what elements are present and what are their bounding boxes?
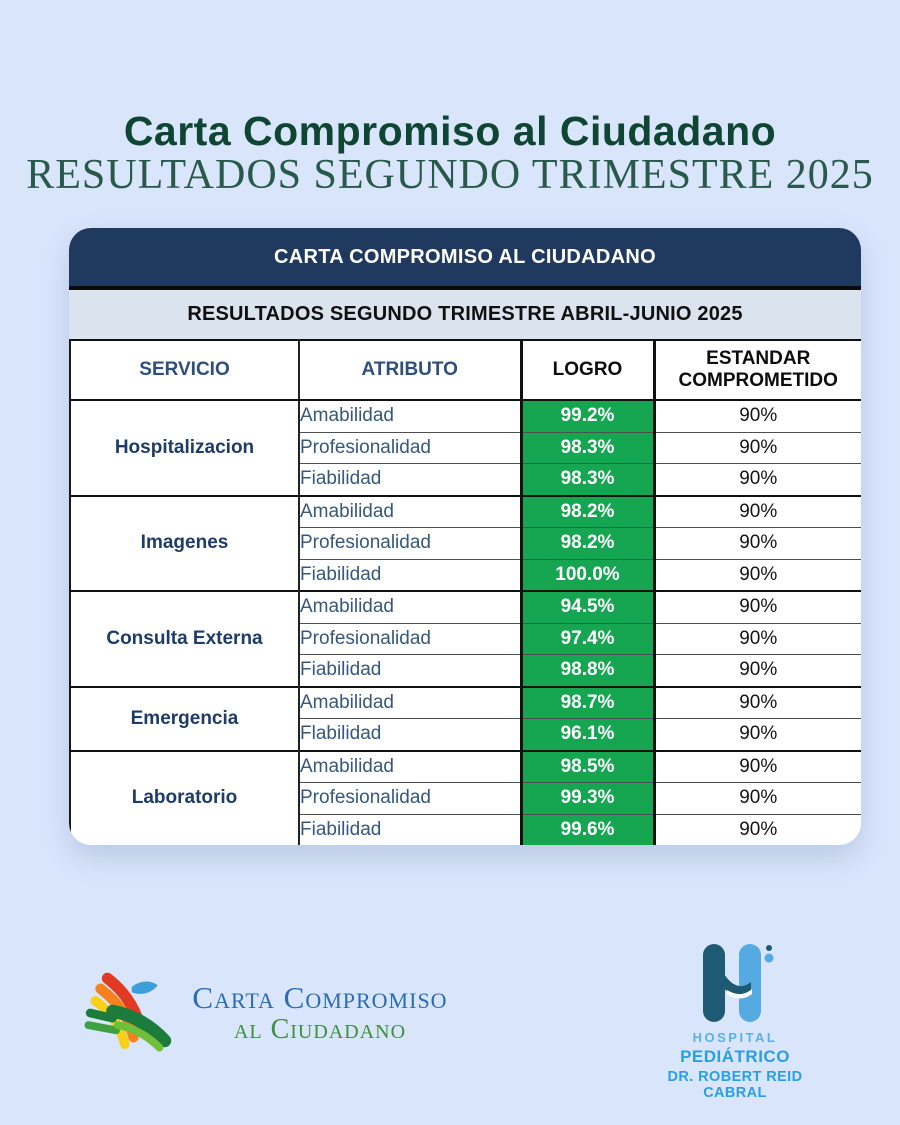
service-cell: Emergencia: [70, 687, 299, 751]
table-row: [70, 687, 861, 719]
table-row: [70, 496, 861, 528]
carta-logo-line1: Carta Compromiso: [192, 980, 448, 1016]
page-subtitle: RESULTADOS SEGUNDO TRIMESTRE 2025: [26, 152, 874, 198]
attribute-cell: Amabilidad: [299, 591, 521, 623]
attribute-cell: Profesionalidad: [299, 783, 521, 815]
logro-cell: 98.8%: [521, 655, 654, 687]
card-subheader: [69, 290, 861, 339]
logro-cell: 98.3%: [521, 464, 654, 496]
attribute-cell: Amabilidad: [299, 751, 521, 783]
attribute-cell: Amabilidad: [299, 496, 521, 528]
estandar-cell: 90%: [654, 783, 861, 815]
carta-logo-line2: al Ciudadano: [233, 1013, 407, 1045]
hospital-logo-line2: PEDIÁTRICO: [680, 1047, 790, 1066]
service-cell: Laboratorio: [70, 751, 299, 846]
logro-cell: 98.2%: [521, 528, 654, 560]
attribute-cell: Fiabilidad: [299, 464, 521, 496]
carta-logo-text: [182, 982, 458, 1044]
attribute-cell: Profesionalidad: [299, 528, 521, 560]
estandar-cell: 90%: [654, 464, 861, 496]
column-header-logro: LOGRO: [521, 340, 654, 400]
hospital-h-icon: [689, 942, 781, 1024]
hospital-logo: [640, 942, 830, 1101]
estandar-cell: 90%: [654, 496, 861, 528]
estandar-cell: 90%: [654, 751, 861, 783]
logro-cell: 100.0%: [521, 559, 654, 591]
logro-cell: 98.2%: [521, 496, 654, 528]
logro-cell: 94.5%: [521, 591, 654, 623]
service-cell: Imagenes: [70, 496, 299, 592]
attribute-cell: Flabilidad: [299, 719, 521, 751]
card-header-text: CARTA COMPROMISO AL CIUDADANO: [273, 245, 657, 268]
logro-cell: 96.1%: [521, 719, 654, 751]
estandar-cell: 90%: [654, 719, 861, 751]
logro-cell: 97.4%: [521, 623, 654, 655]
hospital-logo-line3: DR. ROBERT REID CABRAL: [667, 1069, 803, 1101]
attribute-cell: Fiabilidad: [299, 559, 521, 591]
estandar-cell: 90%: [654, 687, 861, 719]
estandar-cell: 90%: [654, 559, 861, 591]
attribute-cell: Fiabilidad: [299, 814, 521, 845]
attribute-cell: Fiabilidad: [299, 655, 521, 687]
column-header-atributo: ATRIBUTO: [299, 340, 521, 400]
column-header-estandar: ESTANDAR COMPROMETIDO: [654, 340, 861, 400]
results-table: [69, 339, 861, 845]
logro-cell: 98.3%: [521, 432, 654, 464]
service-cell: Hospitalizacion: [70, 400, 299, 496]
estandar-cell: 90%: [654, 655, 861, 687]
estandar-cell: 90%: [654, 623, 861, 655]
table-header-row: [70, 340, 861, 400]
estandar-cell: 90%: [654, 400, 861, 432]
hospital-logo-line1: HOSPITAL: [692, 1030, 778, 1045]
attribute-cell: Profesionalidad: [299, 623, 521, 655]
results-card: [69, 228, 861, 845]
table-row: [70, 400, 861, 432]
logro-cell: 98.5%: [521, 751, 654, 783]
estandar-cell: 90%: [654, 591, 861, 623]
carta-logo-hand-icon: [78, 961, 182, 1065]
table-row: [70, 751, 861, 783]
logro-cell: 99.2%: [521, 400, 654, 432]
logro-cell: 99.3%: [521, 783, 654, 815]
estandar-cell: 90%: [654, 432, 861, 464]
attribute-cell: Profesionalidad: [299, 432, 521, 464]
carta-compromiso-logo: [78, 958, 458, 1068]
logro-cell: 98.7%: [521, 687, 654, 719]
service-cell: Consulta Externa: [70, 591, 299, 687]
logro-cell: 99.6%: [521, 814, 654, 845]
card-subheader-text: RESULTADOS SEGUNDO TRIMESTRE ABRIL-JUNIO 2025: [187, 303, 743, 325]
estandar-cell: 90%: [654, 528, 861, 560]
results-table-body: [70, 400, 861, 845]
estandar-cell: 90%: [654, 814, 861, 845]
attribute-cell: Amabilidad: [299, 687, 521, 719]
page-title: Carta Compromiso al Ciudadano: [123, 108, 777, 154]
column-header-servicio: SERVICIO: [70, 340, 299, 400]
attribute-cell: Amabilidad: [299, 400, 521, 432]
table-row: [70, 591, 861, 623]
card-header: [69, 228, 861, 290]
